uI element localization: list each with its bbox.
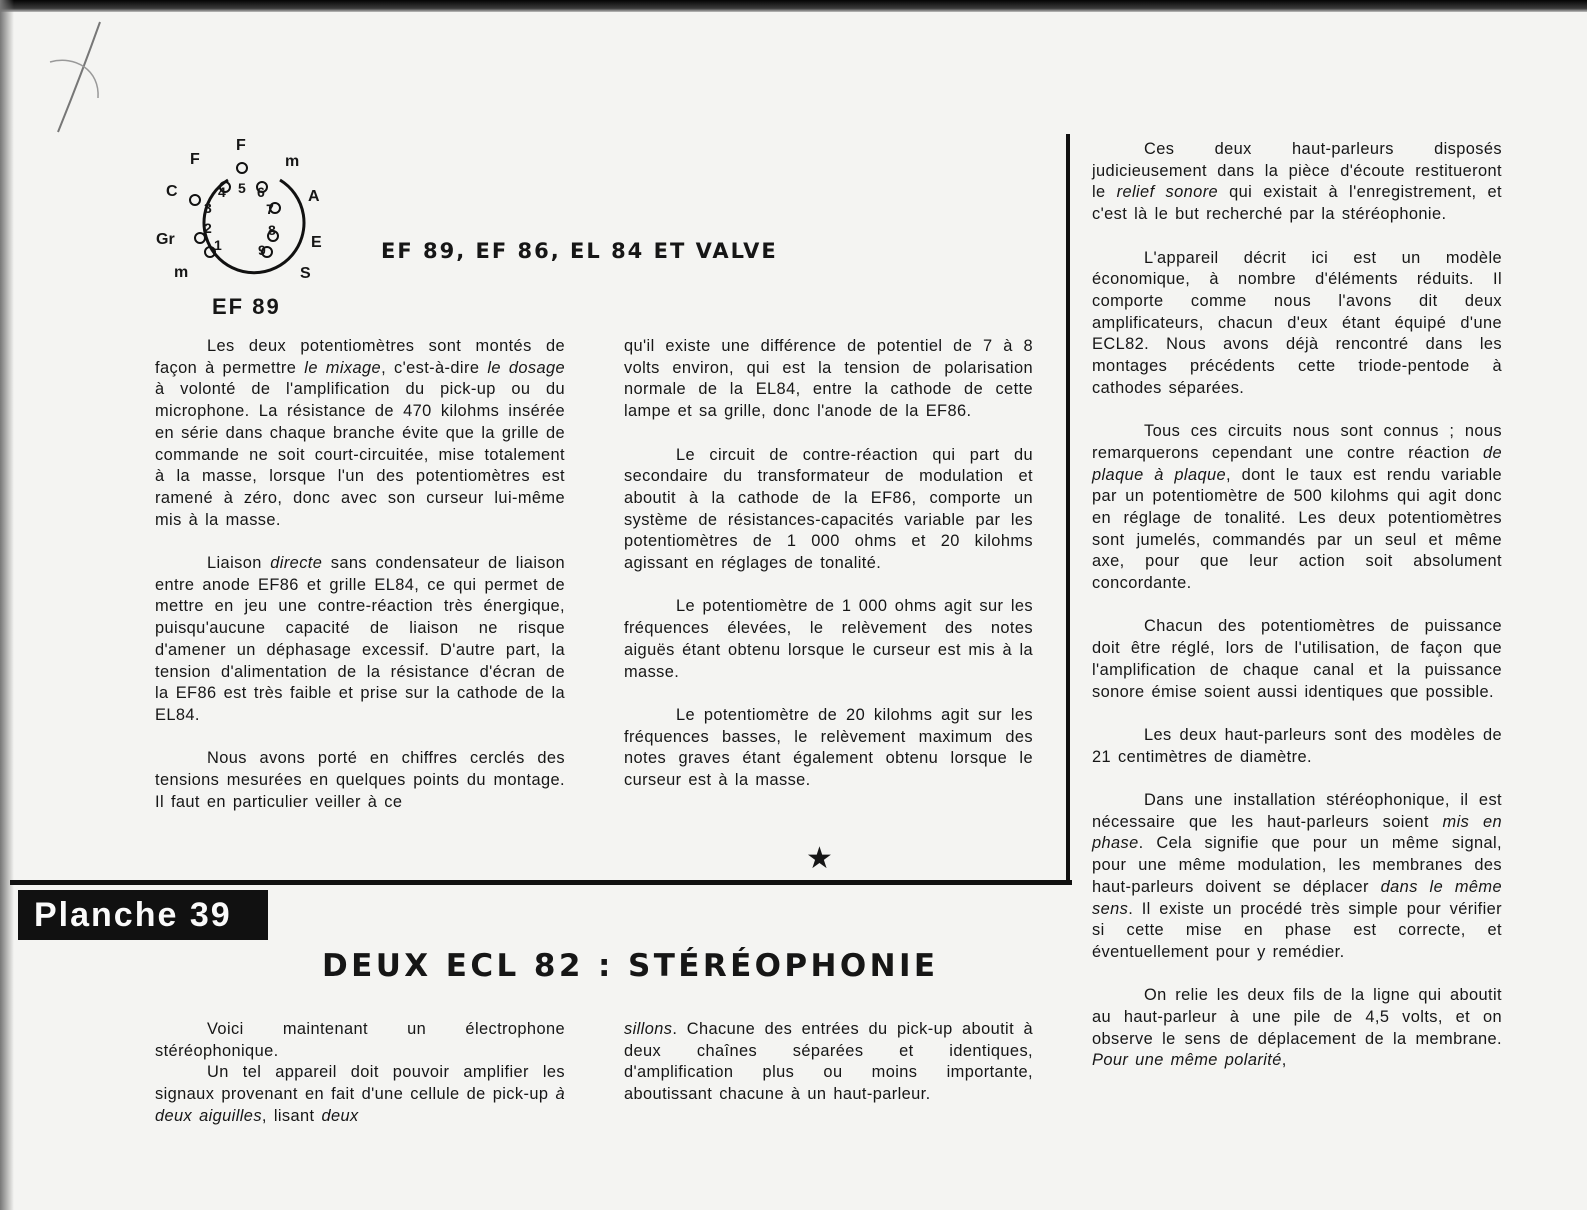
pin-number-9: 9 xyxy=(258,242,266,258)
paragraph: Le circuit de contre-réaction qui part du secondaire du transformateur de modulation et aboutit à la cathode de la EF86, comporte un système de résistances-capacités variable par les potentiomètres de 1 000 ohms et 20 kilohms agissant en réglages de tonalité. xyxy=(624,445,1033,573)
pin-label-m-bottom: m xyxy=(174,264,189,281)
paragraph: Les deux potentiomètres sont montés de façon à permettre le mixage, c'est-à-dire le dosage à volonté de l'amplification du pick-up ou du microphone. La résistance de 470 kilohms insérée en série dans chaque branche évite que la grille de commande ne soit court-circuitée, mise totalement à la masse, lorsque l'un des potentiomètres est ramené à zéro, donc avec son curseur lui-même mis à la masse. xyxy=(155,337,566,529)
pin-label-a: A xyxy=(308,188,320,205)
paragraph: qu'il existe une différence de potentiel de 7 à 8 volts environ, qui est la tension de polarisation normale de la EL84, entre la cathode de cette lampe et sa grille, donc l'anode de la EF86. xyxy=(624,337,1033,421)
pin-number-2: 2 xyxy=(204,220,212,236)
frame-rule-vertical xyxy=(1066,134,1070,885)
pin-number-5: 5 xyxy=(238,180,246,196)
planche-label: Planche 39 xyxy=(18,890,268,940)
pencil-mark xyxy=(40,10,120,140)
section1-column-2 xyxy=(624,336,1033,792)
paragraph: Les deux haut-parleurs sont des modèles de 21 centimètres de diamètre. xyxy=(1092,725,1502,766)
section-heading-ef89: EF 89, EF 86, EL 84 ET VALVE xyxy=(381,239,778,263)
paragraph: Dans une installation stéréophonique, il est nécessaire que les haut-parleurs soient mis en phase. Cela signifie que pour un même signal, pour une même modulation, les membranes des haut-parleurs doivent se déplacer dans le même sens. Il existe un procédé très simple pour vérifier si cette mise en phase est correcte, et éventuellement pour y remédier. xyxy=(1092,791,1502,961)
pin-number-6: 6 xyxy=(257,184,265,200)
scan-top-edge xyxy=(0,0,1587,12)
pin-label-e: E xyxy=(311,234,322,251)
paragraph: Liaison directe sans condensateur de liaison entre anode EF86 et grille EL84, ce qui permet de mettre en jeu une contre-réaction très énergique, puisqu'aucune capacité de liaison ne risque d'amener un déphasage excessif. D'autre part, la tension d'alimentation de la résistance d'écran de la EF86 est très faible et prise sur la cathode de la EL84. xyxy=(155,554,565,724)
section1-column-1 xyxy=(155,336,565,813)
pin-number-3: 3 xyxy=(204,200,212,216)
paragraph: sillons. Chacune des entrées du pick-up aboutit à deux chaînes séparées et identiques, d'amplification plus ou moins importante, aboutissant chacune à un haut-parleur. xyxy=(624,1020,1033,1104)
paragraph: Nous avons porté en chiffres cerclés des tensions mesurées en quelques points du montage. Il faut en particulier veiller à ce xyxy=(155,749,565,811)
paragraph: L'appareil décrit ici est un modèle économique, à nombre d'éléments réduits. Il comporte comme nous l'avons dit deux amplificateurs, chacun d'eux étant équipé d'une ECL82. Nous avons déjà rencontré dans les montages précédents cette triode-pentode à cathodes séparées. xyxy=(1092,248,1502,397)
section2-column-2 xyxy=(624,1019,1033,1106)
tube-label: EF 89 xyxy=(212,294,281,319)
paragraph: Le potentiomètre de 1 000 ohms agit sur les fréquences élevées, le relèvement des notes aiguës étant obtenu lorsque le curseur est mis à la masse. xyxy=(624,597,1033,681)
pin-number-4: 4 xyxy=(218,184,226,200)
frame-rule-horizontal xyxy=(10,880,1072,885)
paragraph: Chacun des potentiomètres de puissance doit être réglé, lors de l'utilisation, de façon que l'amplification de chaque canal et la puissance sonore émise soient aussi identiques que possible. xyxy=(1092,617,1502,701)
pin-label-c: C xyxy=(166,183,178,200)
paragraph: Ces deux haut-parleurs disposés judicieusement dans la pièce d'écoute restitueront le relief sonore qui existait à l'enregistrement, et c'est là le but recherché par la stéréophonie. xyxy=(1092,140,1502,224)
scan-left-shadow xyxy=(0,0,14,1210)
star-ornament: ★ xyxy=(806,842,833,875)
paragraph: Voici maintenant un électrophone stéréophonique. xyxy=(155,1020,565,1060)
paragraph: Le potentiomètre de 20 kilohms agit sur les fréquences basses, le relèvement maximum des notes graves étant également obtenu lorsque le curseur est à la masse. xyxy=(624,705,1033,790)
paragraph: On relie les deux fils de la ligne qui aboutit au haut-parleur à une pile de 4,5 volts, et on observe le sens de déplacement de la membrane. Pour une même polarité, xyxy=(1092,986,1502,1070)
pin-number-8: 8 xyxy=(268,222,276,238)
pin-label-f-left: F xyxy=(190,151,200,168)
pin-label-s: S xyxy=(300,265,311,282)
pin-label-f-top: F xyxy=(236,137,246,154)
pin-number-1: 1 xyxy=(214,237,222,253)
pin-label-gr: Gr xyxy=(156,231,175,248)
right-column xyxy=(1092,139,1502,1072)
section2-column-1 xyxy=(155,1019,565,1128)
section-heading-ecl82: DEUX ECL 82 : STÉRÉOPHONIE xyxy=(322,948,939,984)
paragraph: Un tel appareil doit pouvoir amplifier les signaux provenant en fait d'une cellule de pick-up à deux aiguilles, lisant deux xyxy=(155,1063,565,1125)
pin-number-7: 7 xyxy=(266,201,274,217)
pin-label-m-top: m xyxy=(285,153,300,170)
paragraph: Tous ces circuits nous sont connus ; nous remarquerons cependant une contre réaction de plaque à plaque, dont le taux est rendu variable par un potentiomètre de 500 kilohms qui agit donc en réglage de tonalité. Les deux potentiomètres sont jumelés, commandés par un seul et même axe, pour que leur action soit absolument concordante. xyxy=(1092,422,1502,593)
